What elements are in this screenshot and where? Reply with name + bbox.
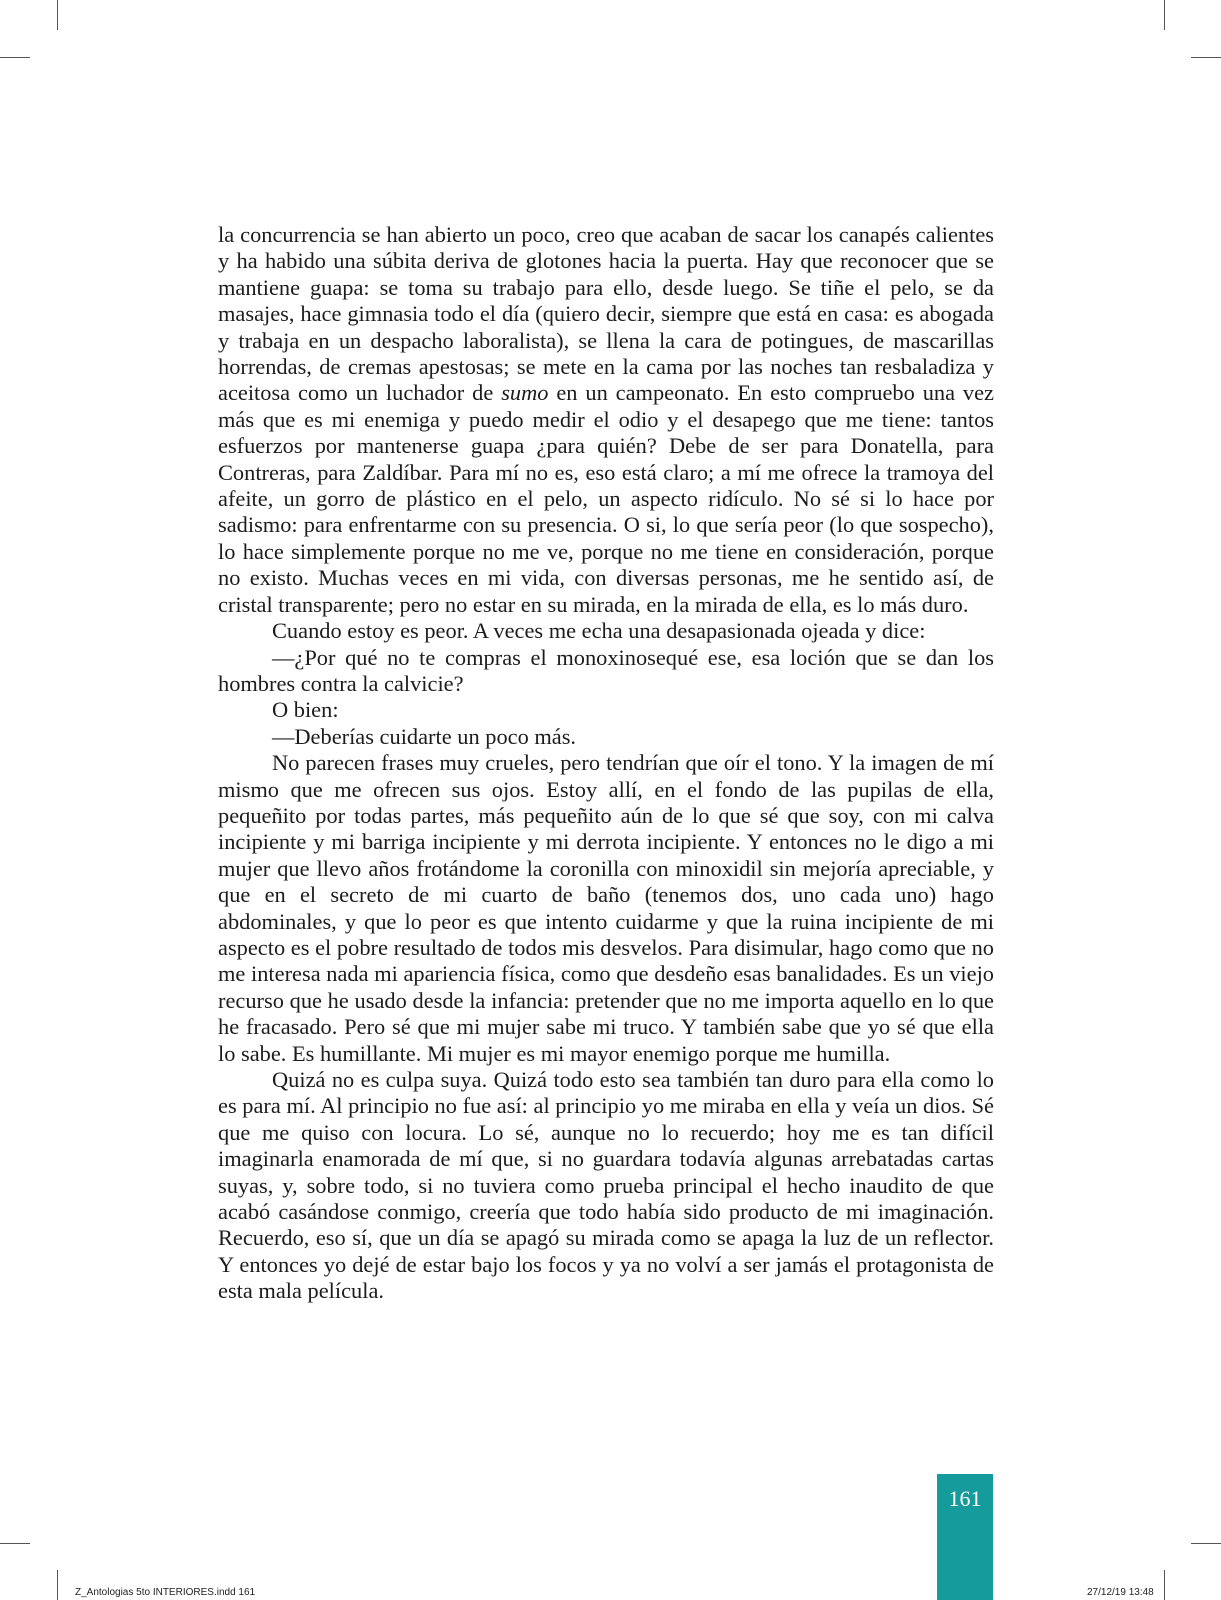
crop-mark: [1191, 57, 1221, 58]
body-text: [218, 222, 994, 1305]
crop-mark: [1191, 1543, 1221, 1544]
file-slug: Z_Antologias 5to INTERIORES.indd 161: [75, 1587, 256, 1598]
paragraph-text: en un campeonato. En esto compruebo una vez más que es mi enemiga y puedo medir el odio y el desapego que me tiene: tantos esfuerzos por mantenerse guapa ¿para quién? Debe de ser para Donatella, para Contreras, para Zaldíbar. Para mí no es, eso está claro; a mí me ofrece la tramoya del afeite, un gorro de plástico en el pelo, un aspecto ridículo. No sé si lo hace por sadismo: para enfrentarme con su presencia. O si, lo que sería peor (lo que sospecho), lo hace simplemente porque no me ve, porque no me tiene en consideración, porque no existo. Muchas veces en mi vida, con diversas personas, me he sentido así, de cristal transparente; pero no estar en su mirada, en la mirada de ella, es lo más duro.: [218, 380, 994, 617]
crop-mark: [0, 1543, 30, 1544]
print-timestamp: 27/12/19 13:48: [1087, 1587, 1154, 1598]
paragraph: [218, 222, 994, 618]
italic-term: sumo: [501, 380, 549, 406]
paragraph: Cuando estoy es peor. A veces me echa una desapasionada ojeada y dice:: [272, 618, 926, 644]
paragraph-text: la concurrencia se han abierto un poco, creo que acaban de sacar los canapés calientes y ha habido una súbita deriva de glotones hacia la puerta. Hay que reconocer que se mantiene guapa: se toma su trabajo para ello, desde luego. Se tiñe el pelo, se da masajes, hace gimnasia todo el día (quiero decir, siempre que está en casa: es abogada y trabaja en un despacho laboralista), se llena la cara de potingues, de mascarillas horrendas, de cremas apestosas; se mete en la cama por las noches tan resbaladiza y aceitosa como un luchador de: [218, 222, 994, 406]
page-number: 161: [948, 1486, 982, 1511]
crop-mark: [57, 0, 58, 30]
paragraph: Quizá no es culpa suya. Quizá todo esto sea también tan duro para ella como lo es para mí. Al principio no fue así: al principio yo me miraba en ella y veía un dios. Sé que me quiso con locura. Lo sé, aunque no lo recuerdo; hoy me es tan difícil imaginarla enamorada de mí que, si no guardara todavía algunas arrebatadas cartas suyas, y, sobre todo, si no tuviera como prueba principal el hecho inaudito de que acabó casándose conmigo, creería que todo había sido producto de mi imaginación. Recuerdo, eso sí, que un día se apagó su mirada como se apaga la luz de un reflector. Y entonces yo dejé de estar bajo los focos y ya no volví a ser jamás el protagonista de esta mala película.: [218, 1067, 994, 1304]
crop-mark: [1164, 1570, 1165, 1600]
crop-mark: [1164, 0, 1165, 30]
paragraph: No parecen frases muy crueles, pero tendrían que oír el tono. Y la imagen de mí mismo que me ofrecen sus ojos. Estoy allí, en el fondo de las pupilas de ella, pequeñito por todas partes, más pequeñito aún de lo que sé que soy, con mi calva incipiente y mi barriga incipiente y mi derrota incipiente. Y entonces no le digo a mi mujer que llevo años frotándome la coronilla con minoxidil sin mejoría apreciable, y que en el secreto de mi cuarto de baño (tenemos dos, uno cada uno) hago abdominales, y que lo peor es que intento cuidarme y que la ruina incipiente de mi aspecto es el pobre resultado de todos mis desvelos. Para disimular, hago como que no me interesa nada mi apariencia física, como que desdeño esas banalidades. Es un viejo recurso que he usado desde la infancia: pretender que no me importa aquello en lo que he fracasado. Pero sé que mi mujer sabe mi truco. Y también sabe que yo sé que ella lo sabe. Es humillante. Mi mujer es mi mayor enemigo porque me humilla.: [218, 750, 994, 1066]
dialogue-line: —Deberías cuidarte un poco más.: [272, 723, 577, 749]
paragraph: O bien:: [272, 697, 339, 723]
crop-mark: [0, 57, 30, 58]
crop-mark: [57, 1570, 58, 1600]
dialogue-line: —¿Por qué no te compras el monoxinosequé ese, esa loción que se dan los hombres contra la calvicie?: [218, 644, 994, 696]
